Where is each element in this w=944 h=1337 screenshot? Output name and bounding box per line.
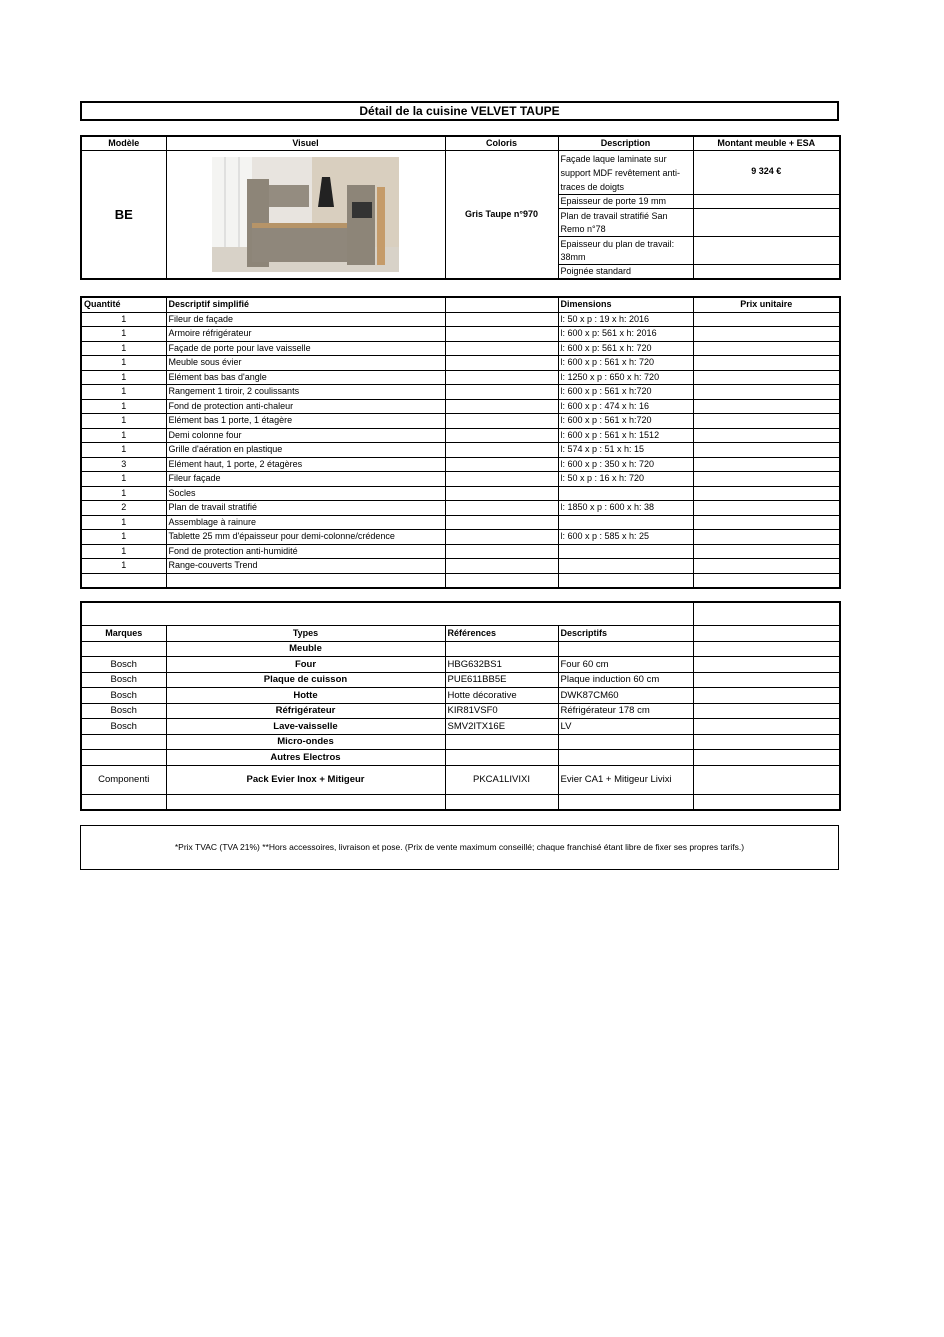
header-coloris: Coloris [445,136,558,151]
header-description: Description [558,136,693,151]
appliance-row [81,657,840,673]
header-references: Références [445,626,558,642]
item-row [81,443,840,458]
item-blank [445,530,558,545]
appliance-description: LV [558,719,693,735]
item-unit-price [693,399,840,414]
appliance-type: Meuble [166,641,445,657]
appliance-brand: Bosch [81,657,166,673]
color-name: Gris Taupe n°970 [445,151,558,280]
appliance-reference [445,750,558,766]
item-unit-price [693,559,840,574]
appliance-row [81,750,840,766]
item-unit-price [693,327,840,342]
item-blank [445,370,558,385]
appliance-row [81,794,840,810]
appliances-table [80,601,841,811]
description-facade: Façade laque laminate sur support MDF revêtement anti-traces de doigts [558,151,693,195]
item-quantity: 1 [81,399,166,414]
item-blank [445,559,558,574]
item-unit-price [693,472,840,487]
item-unit-price [693,341,840,356]
appliance-description: Evier CA1 + Mitigeur Livixi [558,765,693,794]
kitchen-summary-table [80,135,841,280]
item-row [81,428,840,443]
appliance-extra [693,641,840,657]
item-blank [445,457,558,472]
item-blank [445,501,558,516]
item-blank [445,486,558,501]
item-row [81,472,840,487]
item-quantity: 3 [81,457,166,472]
appliance-description [558,641,693,657]
item-row [81,530,840,545]
item-quantity: 1 [81,370,166,385]
item-description: Socles [166,486,445,501]
item-row [81,544,840,559]
appliance-reference [445,641,558,657]
item-blank [445,443,558,458]
item-blank [445,472,558,487]
item-row [81,414,840,429]
item-dimensions: l: 1250 x p : 650 x h: 720 [558,370,693,385]
item-description: Elément haut, 1 porte, 2 étagères [166,457,445,472]
item-row [81,370,840,385]
item-dimensions: l: 600 x p : 350 x h: 720 [558,457,693,472]
appliance-type: Réfrigérateur [166,703,445,719]
item-quantity: 1 [81,414,166,429]
item-quantity: 1 [81,443,166,458]
item-description: Fileur façade [166,472,445,487]
item-blank [445,341,558,356]
appliance-row [81,765,840,794]
item-row [81,399,840,414]
item-blank [445,414,558,429]
item-dimensions: l: 600 x p: 561 x h: 720 [558,341,693,356]
description-handle: Poignée standard [558,265,693,280]
appliance-extra [693,794,840,810]
appliance-brand [81,794,166,810]
appliance-reference [445,794,558,810]
item-row [81,341,840,356]
appliance-description [558,734,693,750]
item-dimensions: l: 600 x p: 561 x h: 2016 [558,327,693,342]
appliance-row [81,719,840,735]
appliance-type: Autres Electros [166,750,445,766]
appliance-reference: KIR81VSF0 [445,703,558,719]
item-row [81,312,840,327]
header-marques: Marques [81,626,166,642]
appliance-description: Plaque induction 60 cm [558,672,693,688]
item-description: Tablette 25 mm d'épaisseur pour demi-colonne/crédence [166,530,445,545]
item-quantity: 1 [81,530,166,545]
item-blank [445,428,558,443]
item-blank [445,515,558,530]
item-unit-price [693,385,840,400]
item-quantity: 1 [81,472,166,487]
item-blank [445,356,558,371]
appliance-extra [693,719,840,735]
items-table [80,296,841,589]
appliance-row [81,734,840,750]
item-quantity: 1 [81,559,166,574]
appliance-brand: Bosch [81,719,166,735]
appliance-description [558,794,693,810]
item-dimensions: l: 600 x p : 474 x h: 16 [558,399,693,414]
appliance-extra [693,734,840,750]
appliance-reference: PUE611BB5E [445,672,558,688]
header-visuel: Visuel [166,136,445,151]
item-dimensions: l: 50 x p : 19 x h: 2016 [558,312,693,327]
item-description: Armoire réfrigérateur [166,327,445,342]
item-blank [445,573,558,588]
item-description: Elément bas 1 porte, 1 étagère [166,414,445,429]
item-blank [445,399,558,414]
item-description: Façade de porte pour lave vaisselle [166,341,445,356]
item-unit-price [693,414,840,429]
item-description: Assemblage à rainure [166,515,445,530]
item-quantity: 1 [81,312,166,327]
header-dimensions: Dimensions [558,297,693,312]
kitchen-visual [166,151,445,280]
item-row [81,356,840,371]
item-blank [445,544,558,559]
item-unit-price [693,544,840,559]
item-quantity: 2 [81,501,166,516]
appliance-row [81,672,840,688]
item-quantity: 1 [81,428,166,443]
description-door-thickness: Epaisseur de porte 19 mm [558,195,693,209]
appliance-description: DWK87CM60 [558,688,693,704]
item-description: Meuble sous évier [166,356,445,371]
item-unit-price [693,515,840,530]
appliance-extra [693,750,840,766]
item-description: Grille d'aération en plastique [166,443,445,458]
item-dimensions: l: 1850 x p : 600 x h: 38 [558,501,693,516]
item-dimensions [558,515,693,530]
appliance-reference: SMV2ITX16E [445,719,558,735]
header-modele: Modèle [81,136,166,151]
appliance-type: Four [166,657,445,673]
item-dimensions [558,573,693,588]
appliance-reference [445,734,558,750]
header-quantite: Quantité [81,297,166,312]
appliance-brand [81,734,166,750]
appliance-description: Four 60 cm [558,657,693,673]
item-description: Rangement 1 tiroir, 2 coulissants [166,385,445,400]
item-dimensions: l: 600 x p : 561 x h:720 [558,385,693,400]
item-unit-price [693,443,840,458]
price-disclaimer: *Prix TVAC (TVA 21%) **Hors accessoires, livraison et pose. (Prix de vente maximum conseillé; chaque franchisé étant libre de fixer ses propres tarifs.) [80,825,839,870]
item-quantity: 1 [81,385,166,400]
item-quantity: 1 [81,544,166,559]
header-descriptif: Descriptif simplifié [166,297,445,312]
appliance-type: Plaque de cuisson [166,672,445,688]
appliance-extra [693,703,840,719]
item-description: Plan de travail stratifié [166,501,445,516]
item-row [81,327,840,342]
item-dimensions: l: 600 x p : 561 x h: 720 [558,356,693,371]
item-dimensions: l: 574 x p : 51 x h: 15 [558,443,693,458]
item-row [81,515,840,530]
appliance-description [558,750,693,766]
appliance-extra [693,765,840,794]
price-value: 9 324 € [693,151,840,195]
item-unit-price [693,356,840,371]
appliance-type: Pack Evier Inox + Mitigeur [166,765,445,794]
item-description [166,573,445,588]
model-code: BE [81,151,166,280]
item-dimensions: l: 600 x p : 561 x h: 1512 [558,428,693,443]
appliance-brand: Componenti [81,765,166,794]
item-dimensions: l: 600 x p : 561 x h:720 [558,414,693,429]
item-row [81,457,840,472]
item-unit-price [693,370,840,385]
item-blank [445,312,558,327]
item-quantity: 1 [81,486,166,501]
item-quantity [81,573,166,588]
item-unit-price [693,312,840,327]
item-quantity: 1 [81,515,166,530]
item-dimensions [558,559,693,574]
item-dimensions: l: 600 x p : 585 x h: 25 [558,530,693,545]
item-dimensions [558,544,693,559]
item-row [81,501,840,516]
appliance-type [166,794,445,810]
item-unit-price [693,530,840,545]
item-description: Fond de protection anti-chaleur [166,399,445,414]
item-blank [445,327,558,342]
item-dimensions [558,486,693,501]
item-unit-price [693,501,840,516]
header-descriptifs: Descriptifs [558,626,693,642]
description-worktop: Plan de travail stratifié San Remo n°78 [558,209,693,237]
kitchen-photo-icon [212,157,399,272]
item-row [81,573,840,588]
item-quantity: 1 [81,327,166,342]
item-row [81,385,840,400]
appliance-row [81,688,840,704]
appliance-brand [81,641,166,657]
appliance-reference: HBG632BS1 [445,657,558,673]
header-montant: Montant meuble + ESA [693,136,840,151]
appliance-row [81,641,840,657]
item-quantity: 1 [81,341,166,356]
header-types: Types [166,626,445,642]
appliance-type: Micro-ondes [166,734,445,750]
appliance-row [81,703,840,719]
appliance-reference: PKCA1LIVIXI [445,765,558,794]
appliance-extra [693,688,840,704]
header-prix-unitaire: Prix unitaire [693,297,840,312]
item-description: Fond de protection anti-humidité [166,544,445,559]
item-unit-price [693,573,840,588]
appliance-brand: Bosch [81,688,166,704]
appliance-brand: Bosch [81,703,166,719]
item-unit-price [693,428,840,443]
item-description: Fileur de façade [166,312,445,327]
item-row [81,559,840,574]
item-description: Demi colonne four [166,428,445,443]
item-description: Range-couverts Trend [166,559,445,574]
item-row [81,486,840,501]
item-quantity: 1 [81,356,166,371]
item-description: Elément bas bas d'angle [166,370,445,385]
appliance-type: Lave-vaisselle [166,719,445,735]
description-worktop-thickness: Epaisseur du plan de travail: 38mm [558,237,693,265]
appliance-type: Hotte [166,688,445,704]
appliance-brand [81,750,166,766]
page-title: Détail de la cuisine VELVET TAUPE [80,101,839,121]
appliance-reference: Hotte décorative [445,688,558,704]
item-unit-price [693,486,840,501]
item-unit-price [693,457,840,472]
item-dimensions: l: 50 x p : 16 x h: 720 [558,472,693,487]
appliance-description: Réfrigérateur 178 cm [558,703,693,719]
appliance-extra [693,672,840,688]
appliance-brand: Bosch [81,672,166,688]
item-blank [445,385,558,400]
appliance-extra [693,657,840,673]
